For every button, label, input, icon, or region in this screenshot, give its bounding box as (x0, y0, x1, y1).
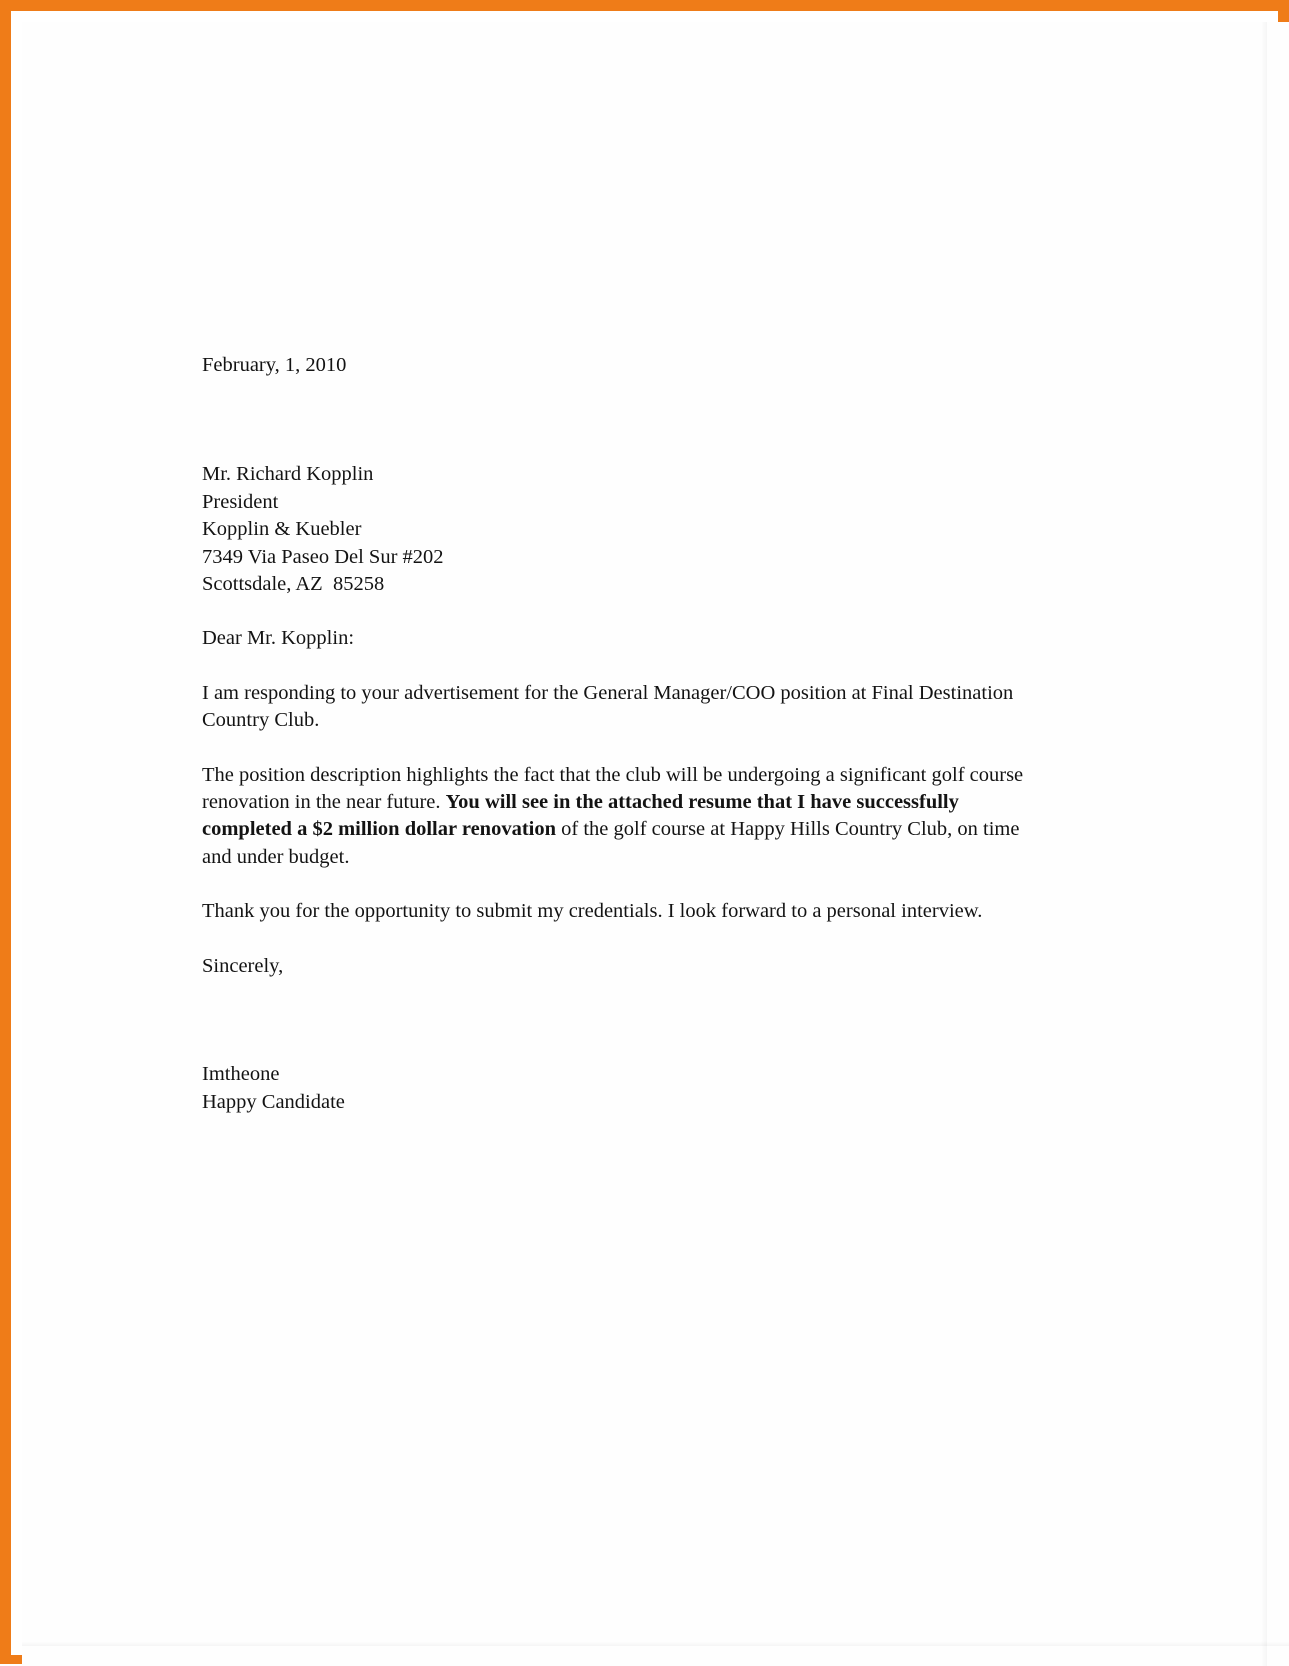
spacer-before-paragraph-2 (202, 735, 1052, 762)
paragraph-2-text-before-bold: The position description highlights the fact that the club will be undergoing a significant golf course renovation in the near future. (202, 763, 1024, 814)
spacer-before-paragraph-3 (202, 871, 1052, 898)
body-paragraph-2 (202, 762, 1052, 872)
signer-name: Imtheone (202, 1063, 280, 1086)
paragraph-2-text-after-bold: of the golf course at Happy Hills Country Club, on time and under budget. (202, 818, 1020, 868)
signature-space (202, 980, 1052, 1061)
signature-block (202, 1061, 1052, 1116)
paragraph-2-bold-highlight: You will see in the attached resume that I have successfully completed a $2 million dollar renovation (202, 791, 959, 841)
spacer-before-closing (202, 926, 1052, 953)
recipient-title: President (202, 490, 279, 513)
body-paragraph-1: I am responding to your advertisement for the General Manager/COO position at Final Destination Country Club. (202, 681, 1014, 732)
spacer-after-date (202, 379, 1052, 461)
recipient-city-state-zip: Scottsdale, AZ 85258 (202, 573, 385, 596)
closing-salutation: Sincerely, (202, 954, 284, 977)
recipient-street: 7349 Via Paseo Del Sur #202 (202, 545, 444, 568)
recipient-address-block (202, 461, 1052, 598)
letter-body (202, 352, 1052, 1116)
letter-page (22, 22, 1289, 1666)
recipient-company: Kopplin & Kuebler (202, 518, 362, 541)
signer-descriptor: Happy Candidate (202, 1090, 345, 1113)
spacer-before-paragraph-1 (202, 653, 1052, 680)
recipient-name: Mr. Richard Kopplin (202, 463, 374, 486)
body-paragraph-3: Thank you for the opportunity to submit my credentials. I look forward to a personal interview. (202, 900, 983, 923)
spacer-before-salutation (202, 598, 1052, 625)
salutation: Dear Mr. Kopplin: (202, 627, 355, 650)
date-line: February, 1, 2010 (202, 354, 347, 376)
